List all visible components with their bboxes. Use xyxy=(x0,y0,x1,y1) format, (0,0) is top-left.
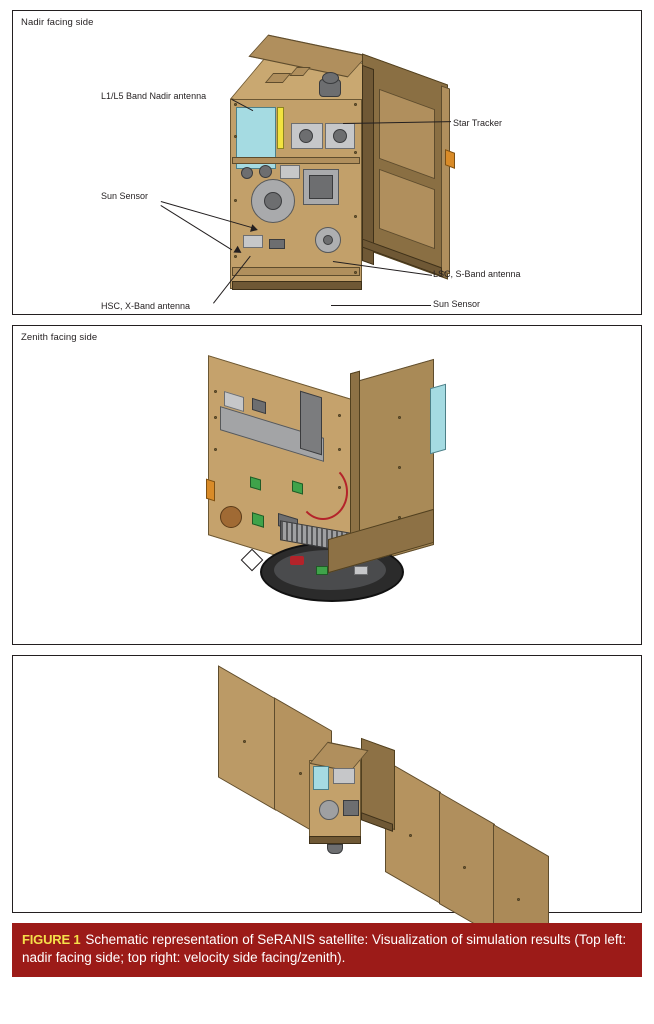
panel-nadir-facing-side xyxy=(12,10,642,315)
lower-box-right xyxy=(269,239,285,249)
bus-dish xyxy=(319,800,339,820)
leader-sun-sensor-bottom xyxy=(331,305,431,306)
right-side-hinge-strip xyxy=(362,65,374,265)
zenith-connector-orange xyxy=(206,479,215,502)
label-star-tracker: Star Tracker xyxy=(453,118,503,128)
label-lsc-s-band-antenna: LSC, S-Band antenna xyxy=(433,269,521,279)
bus-module-lower xyxy=(343,800,359,816)
right-side-outer-rail xyxy=(441,85,450,274)
sun-sensor-port-mid xyxy=(259,165,272,178)
panel-title-nadir: Nadir facing side xyxy=(21,17,94,28)
payload-component-green xyxy=(316,566,328,575)
l1l5-gnss-antenna-panel xyxy=(430,384,446,455)
star-tracker-aperture xyxy=(322,72,339,84)
satellite-deployed-view xyxy=(33,668,643,900)
bottom-rail xyxy=(232,267,360,276)
center-module-inset xyxy=(309,175,333,199)
figure-caption-text: Schematic representation of SeRANIS satellite: Visualization of simulation results (Top left: nadir facing side; top right: velocity side facing/zenith). xyxy=(22,932,627,965)
solar-array-left-outer xyxy=(218,665,276,810)
lower-box-left xyxy=(243,235,263,248)
panel-title-zenith: Zenith facing side xyxy=(21,332,98,343)
bus-bottom-edge xyxy=(309,836,361,844)
bus-nozzle xyxy=(327,844,343,854)
figure-caption xyxy=(12,923,642,977)
panel-zenith-facing-side xyxy=(12,325,642,645)
lsc-s-band-antenna-hub xyxy=(323,235,333,245)
label-sun-sensor-bottom: Sun Sensor xyxy=(433,299,481,309)
propellant-tank xyxy=(220,506,242,528)
satellite-zenith-view xyxy=(198,356,478,616)
sun-sensor-port-left xyxy=(241,167,253,179)
label-l1l5-nadir-antenna: L1/L5 Band Nadir antenna xyxy=(101,91,207,101)
figure-number: FIGURE 1 xyxy=(22,932,81,947)
zenith-tall-panel xyxy=(300,391,322,456)
right-face-connector xyxy=(445,149,455,169)
bus-instrument-box xyxy=(333,768,355,784)
payload-component-red-1 xyxy=(290,556,304,565)
label-sun-sensor-left: Sun Sensor xyxy=(101,191,149,201)
hsc-x-band-antenna-hub xyxy=(264,192,282,210)
panel-deployed-configuration xyxy=(12,655,642,913)
red-cable-harness xyxy=(298,464,348,520)
solar-array-right-2 xyxy=(439,792,495,936)
bus-cyan-panel xyxy=(313,766,329,790)
label-hsc-x-band-antenna: HSC, X-Band antenna xyxy=(101,301,191,311)
aperture-upper-left xyxy=(299,129,313,143)
mid-rail xyxy=(232,157,360,164)
aperture-upper-right xyxy=(333,129,347,143)
yellow-strip xyxy=(277,107,284,149)
payload-component-grey xyxy=(354,566,368,575)
bottom-edge xyxy=(232,281,362,290)
sensor-box-mid xyxy=(280,165,300,179)
